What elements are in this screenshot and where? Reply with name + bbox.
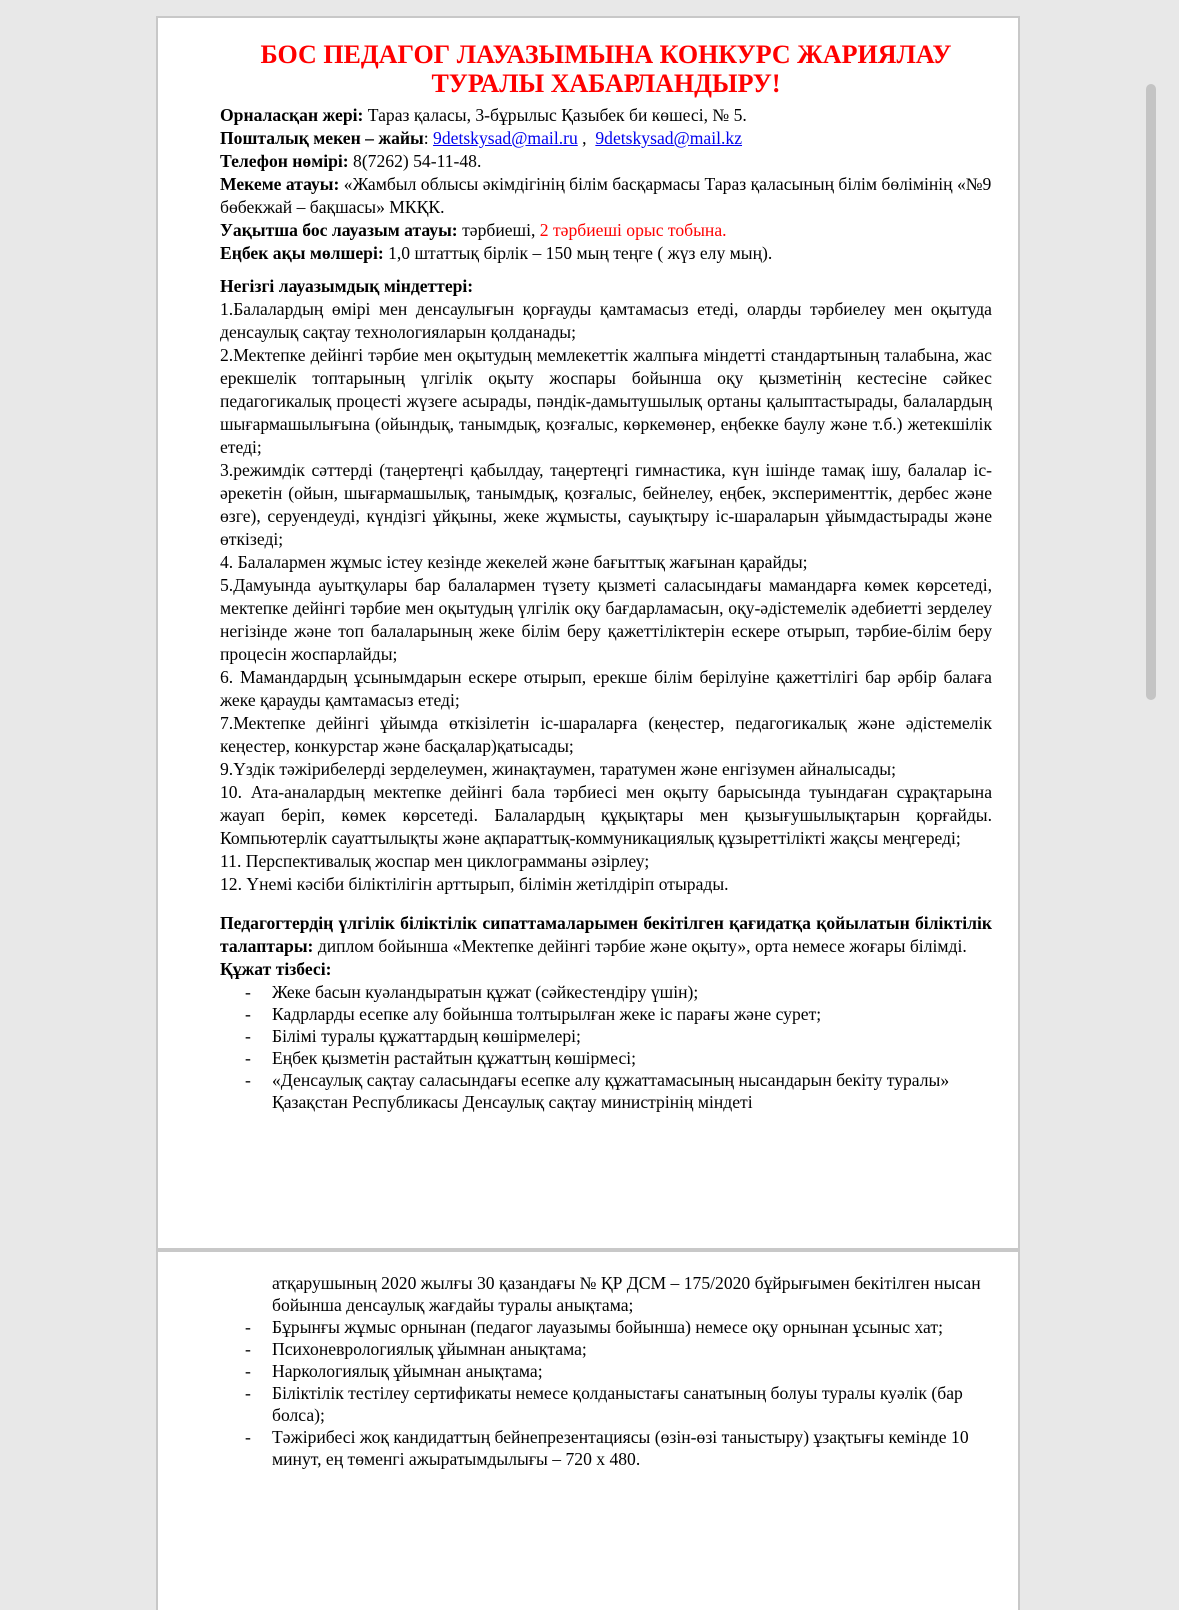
list-dash: -	[245, 1048, 251, 1068]
list-dash: -	[245, 1070, 251, 1090]
documents-list-page-1	[220, 981, 992, 1113]
spacer	[220, 896, 992, 912]
postal-label: Пошталық мекен – жайы	[220, 128, 424, 148]
document-item-text: Еңбек қызметін растайтын құжаттың көшірмесі;	[272, 1048, 637, 1068]
document-item-text: Кадрларды есепке алу бойынша толтырылған жеке іс парағы және сурет;	[272, 1004, 822, 1024]
document-item-text: Наркологиялық ұйымнан анықтама;	[272, 1361, 543, 1381]
title-line-1: БОС ПЕДАГОГ ЛАУАЗЫМЫНА КОНКУРС ЖАРИЯЛАУ	[260, 40, 952, 69]
page-2-content	[220, 1272, 992, 1470]
requirements-paragraph	[220, 912, 992, 958]
spacer	[220, 265, 992, 275]
document-item-text: Тәжірибесі жоқ кандидаттың бейнепрезентациясы (өзін-өзі таныстыру) ұзақтығы кемінде 10 минут, ең төменгі ажыратымдылығы – 720 х 480.	[272, 1427, 969, 1469]
duty-item: 7.Мектепке дейінгі ұйымда өткізілетін іс-шараларға (кеңестер, педагогикалық және әдістемелік кеңестер, конкурстар және басқалар)қатысады;	[220, 713, 992, 756]
documents-heading: Құжат тізбесі:	[220, 959, 332, 979]
document-list-item	[220, 1338, 992, 1360]
phone-label: Телефон нөмірі:	[220, 151, 349, 171]
list-dash: -	[245, 1361, 251, 1381]
location-line	[220, 104, 992, 127]
duties-list	[220, 298, 992, 896]
document-list-item	[220, 1426, 992, 1470]
vacancy-label: Уақытша бос лауазым атауы:	[220, 220, 458, 240]
org-label: Мекеме атауы:	[220, 174, 340, 194]
document-item-text: Біліктілік тестілеу сертификаты немесе қолданыстағы санатының болуы туралы куәлік (бар болса);	[272, 1383, 963, 1425]
org-value: «Жамбыл облысы әкімдігінің білім басқармасы Тараз қаласының білім бөлімінің «№9 бөбекжай – бақшасы» МКҚК.	[220, 174, 992, 217]
list-dash: -	[245, 1339, 251, 1359]
document-item-text: Психоневрологиялық ұйымнан анықтама;	[272, 1339, 587, 1359]
document-item-text: «Денсаулық сақтау саласындағы есепке алу құжаттамасының нысандарын бекіту туралы» Қазақстан Республикасы Денсаулық сақтау министрінің міндеті	[272, 1070, 950, 1112]
postal-sep-1: :	[423, 128, 434, 148]
email-link-kz[interactable]: 9detskysad@mail.kz	[595, 128, 743, 148]
email-link-ru[interactable]: 9detskysad@mail.ru	[433, 128, 578, 148]
document-item-text: Жеке басын куәландыратын құжат (сәйкестендіру үшін);	[272, 982, 699, 1002]
document-list-item	[220, 981, 992, 1003]
document-list-item	[220, 1069, 992, 1113]
vacancy-highlight: 2 тәрбиеші орыс тобына.	[539, 220, 727, 240]
duty-item: 9.Үздік тәжірибелерді зерделеумен, жинақтаумен, таратумен және енгізумен айналысады;	[220, 759, 896, 779]
document-list-item	[220, 1003, 992, 1025]
salary-value: 1,0 штаттық бірлік – 150 мың теңге ( жүз елу мың).	[383, 243, 773, 263]
documents-continuation: атқарушының 2020 жылғы 30 қазандағы № ҚР ДСМ – 175/2020 бұйрығымен бекітілген нысан бойынша денсаулық жағдайы туралы анықтама;	[272, 1273, 981, 1315]
duty-item: 4. Балалармен жұмыс істеу кезінде жекелей және бағыттық жағынан қарайды;	[220, 552, 808, 572]
list-dash: -	[245, 1427, 251, 1447]
duty-item: 6. Мамандардың ұсынымдарын ескере отырып, ерекше білім берілуіне қажеттілігі бар әрбір балаға жеке қарауды қамтамасыз етеді;	[220, 667, 992, 710]
requirements-label: Педагогтердің үлгілік біліктілік сипаттамаларымен бекітілген қағидатқа қойылатын біліктілік талаптары:	[220, 913, 992, 956]
duty-item: 5.Дамуында ауытқулары бар балалармен түзету қызметі саласындағы мамандарға көмек көрсетеді, мектепке дейінгі тәрбие мен оқытудың үлгілік оқу бағдарламасын, оқу-әдістемелік әдебиетті зерделеу негізінде және топ балаларының жеке білім беру қажеттіліктерін ескере отырып, тәрбие-білім беру процесін жоспарлайды;	[220, 575, 992, 664]
document-item-text: Білімі туралы құжаттардың көшірмелері;	[272, 1026, 581, 1046]
title-line-2: ТУРАЛЫ ХАБАРЛАНДЫРУ!	[431, 69, 781, 98]
duty-item: 1.Балалардың өмірі мен денсаулығын қорғауды қамтамасыз етеді, оларды тәрбиелеу мен оқытуда денсаулық сақтау технологияларын қолданады;	[220, 299, 992, 342]
org-line	[220, 173, 992, 219]
vacancy-line	[220, 219, 992, 242]
announcement-title	[220, 40, 992, 98]
postal-sep-2: ,	[577, 128, 596, 148]
list-dash: -	[245, 1004, 251, 1024]
list-dash: -	[245, 982, 251, 1002]
duty-item: 3.режимдік сәттерді (таңертеңгі қабылдау, таңертеңгі гимнастика, күн ішінде тамақ ішу, балалар іс-әрекетін (ойын, шығармашылық, танымдық, қозғалыс, бейнелеу, еңбек, эксперименттік, дербес және өзге), серуендеуді, күндізгі ұйқыны, жеке жұмысты, сауықтыру іс-шараларын ұйымдастырады және өткізеді;	[220, 460, 992, 549]
page-1-content	[220, 40, 992, 1113]
postal-line	[220, 127, 992, 150]
duty-item: 2.Мектепке дейінгі тәрбие мен оқытудың мемлекеттік жалпыға міндетті стандартының талабына, жас ерекшелік топтарының үлгілік оқыту жоспары бойынша оқу қызметінің кестесіне сәйкес педагогикалық процесті жүзеге асырады, пәндік-дамытушылық ортаны қалыптастырады, балалардың шығармашылығына (ойындық, танымдық, қозғалыс, көркемөнер, еңбекке баулу және т.б.) жетекшілік етеді;	[220, 345, 992, 457]
requirements-value: диплом бойынша «Мектепке дейінгі тәрбие және оқыту», орта немесе жоғары білімді.	[313, 936, 967, 956]
document-page-2	[156, 1250, 1020, 1610]
phone-line	[220, 150, 992, 173]
salary-line	[220, 242, 992, 265]
list-dash: -	[245, 1026, 251, 1046]
phone-value: 8(7262) 54-11-48.	[348, 151, 482, 171]
documents-list-page-2	[220, 1316, 992, 1470]
duty-item: 11. Перспективалық жоспар мен циклограмманы әзірлеу;	[220, 851, 650, 871]
document-list-item	[220, 1047, 992, 1069]
duty-item: 12. Үнемі кәсіби біліктілігін арттырып, білімін жетілдіріп отырады.	[220, 874, 729, 894]
document-list-item	[220, 1025, 992, 1047]
list-dash: -	[245, 1317, 251, 1337]
vacancy-value: тәрбиеші,	[457, 220, 540, 240]
salary-label: Еңбек ақы мөлшері:	[220, 243, 384, 263]
document-page-1	[156, 16, 1020, 1250]
document-list-item	[220, 1382, 992, 1426]
document-list-item	[220, 1360, 992, 1382]
document-item-text: Бұрынғы жұмыс орнынан (педагог лауазымы бойынша) немесе оқу орнынан ұсыныс хат;	[272, 1317, 943, 1337]
duty-item: 10. Ата-аналардың мектепке дейінгі бала тәрбиесі мен оқыту барысында туындаған сұрақтарына жауап беріп, көмек көрсетеді. Балалардың құқықтары мен қызығушылықтарын қорғайды. Компьютерлік сауаттылықты және ақпараттық-коммуникациялық құзыреттілікті жақсы меңгереді;	[220, 782, 992, 848]
list-dash: -	[245, 1383, 251, 1403]
location-value: Тараз қаласы, 3-бұрылыс Қазыбек би көшесі, № 5.	[363, 105, 747, 125]
duties-heading: Негізгі лауазымдық міндеттері:	[220, 276, 474, 296]
vertical-scrollbar[interactable]	[1146, 84, 1156, 700]
location-label: Орналасқан жері:	[220, 105, 364, 125]
document-list-item	[220, 1316, 992, 1338]
